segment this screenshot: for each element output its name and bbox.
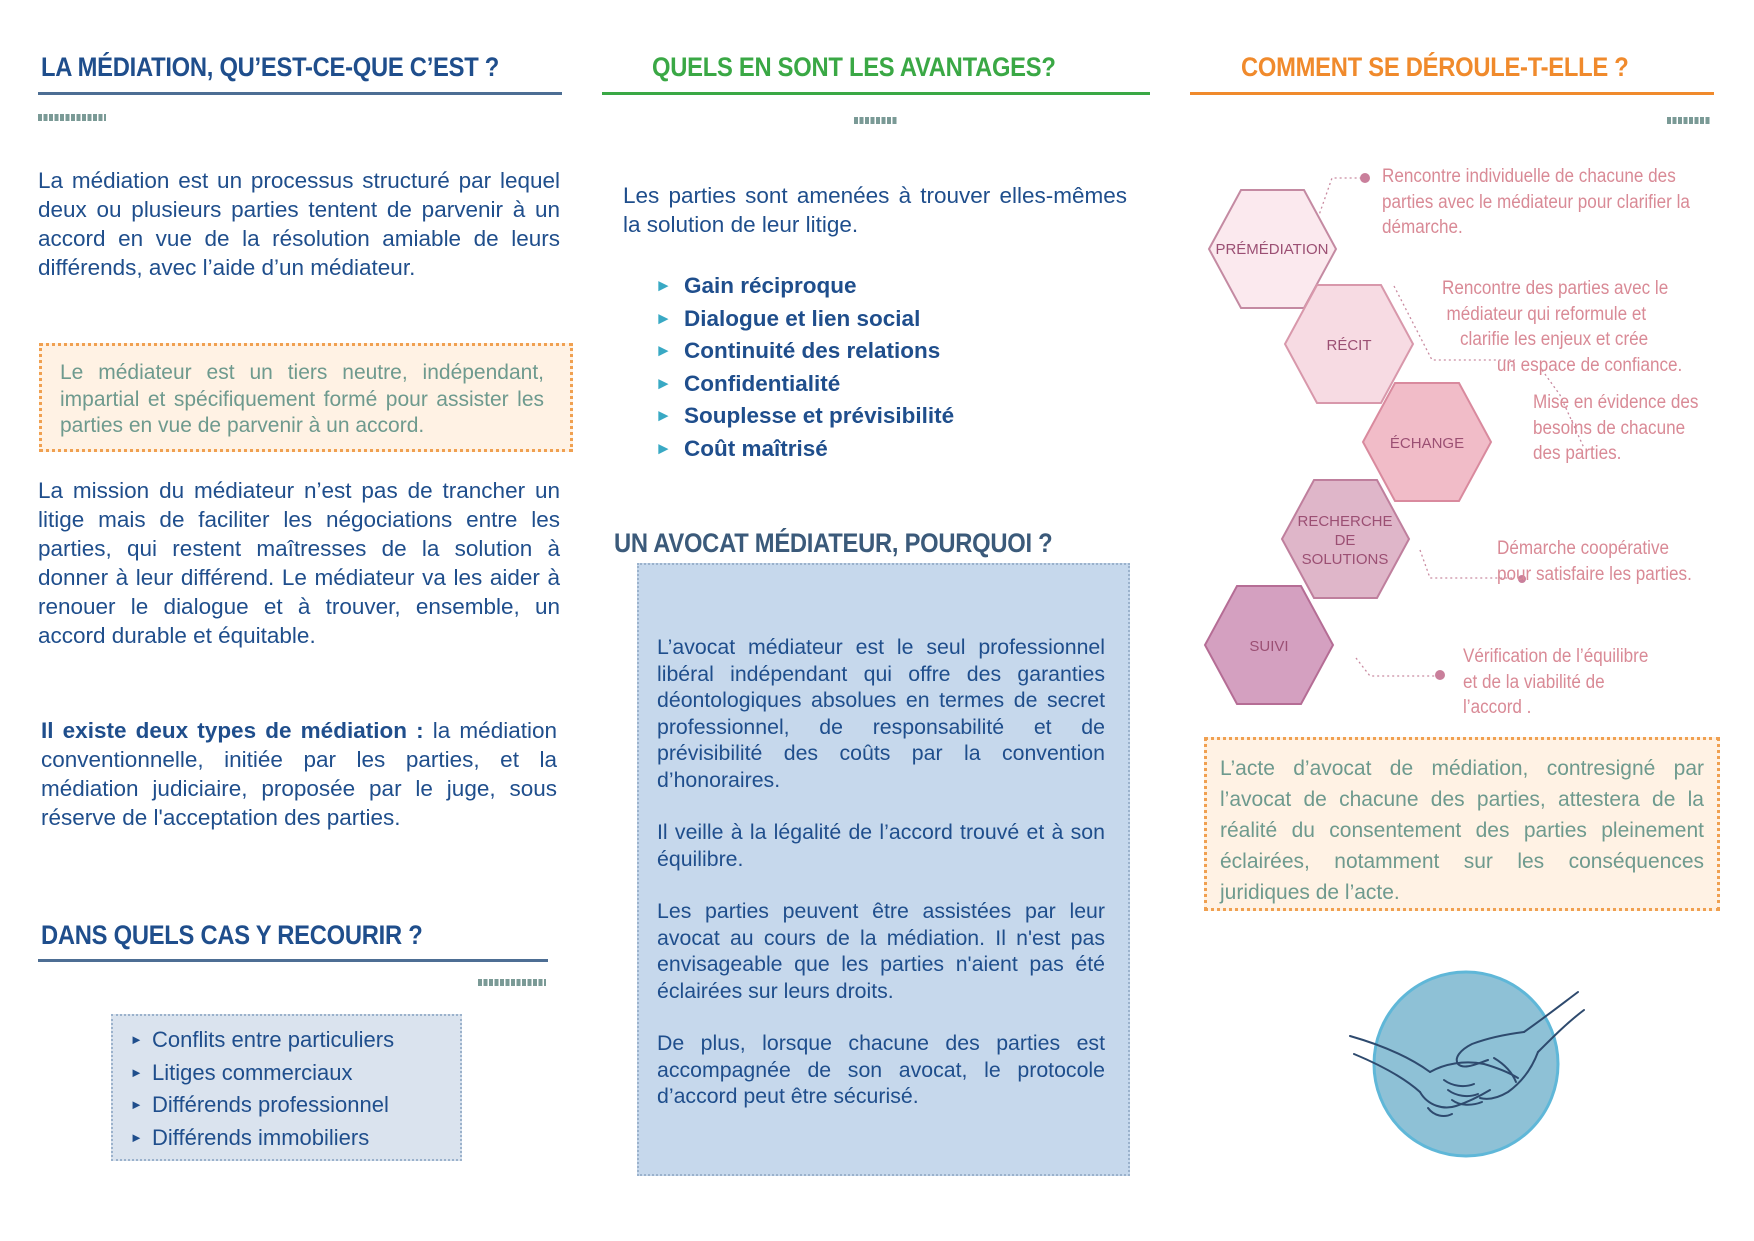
col2-title: QUELS EN SONT LES AVANTAGES? xyxy=(652,52,1056,82)
lawyer-title: UN AVOCAT MÉDIATEUR, POURQUOI ? xyxy=(614,528,1053,558)
lawyer-p3: Les parties peuvent être assistées par leur avocat au cours de la médiation. Il n'est pas envisageable que les parties n'aient pas été éclairées sur leurs droits. xyxy=(657,899,1105,1003)
case-item: ► Différends professionnel xyxy=(112,1089,452,1122)
col1-types-text: la médiation conventionnelle, initiée par les parties, et la médiation judiciaire, proposée par le juge, sous réserve de l'acceptation des parties. xyxy=(41,718,557,830)
col3-note: L’acte d’avocat de médiation, contresigné par l’avocat de chacune des parties, attestera de la réalité du consentement des parties pleinement éclairées, notamment sur les conséquences juridiques de l’acte. xyxy=(1220,757,1704,904)
col3-title-rule xyxy=(1190,92,1714,95)
col2-dots xyxy=(854,117,898,124)
col3-title: COMMENT SE DÉROULE-T-ELLE ? xyxy=(1241,52,1629,82)
advantage-item: ► Gain réciproque xyxy=(655,270,1075,303)
advantage-item: ► Continuité des relations xyxy=(655,335,1075,368)
triangle-bullet-icon: ► xyxy=(655,406,672,425)
col1-title-rule xyxy=(38,92,562,95)
hex-echange-label: ÉCHANGE xyxy=(1389,435,1465,452)
triangle-bullet-icon: ► xyxy=(130,1129,143,1145)
step-premediation-desc: Rencontre individuelle de chacune des parties avec le médiateur pour clarifier la démarche. xyxy=(1382,166,1690,238)
col1-intro: La médiation est un processus structuré par lequel deux ou plusieurs parties tentent de parvenir à un accord en vue de la résolution amiable de leurs différends, avec l’aide d’un médiateur. xyxy=(38,168,560,280)
step-echange-desc: Mise en évidence des besoins de chacune des parties. xyxy=(1533,392,1699,464)
advantage-item: ► Souplesse et prévisibilité xyxy=(655,400,1075,433)
triangle-bullet-icon: ► xyxy=(655,438,672,458)
advantage-item: ► Dialogue et lien social xyxy=(655,303,1075,336)
col1-title: LA MÉDIATION, QU’EST-CE-QUE C’EST ? xyxy=(41,52,500,82)
step-suivi-desc: Vérification de l’équilibre et de la viabilité de l’accord . xyxy=(1463,646,1649,718)
triangle-bullet-icon: ► xyxy=(130,1032,143,1047)
cases-title-rule xyxy=(38,959,548,962)
col1-types xyxy=(41,716,557,832)
col1-note: Le médiateur est un tiers neutre, indépendant, impartial et spécifiquement formé pour assister les parties en vue de parvenir à un accord. xyxy=(60,361,544,437)
triangle-bullet-icon: ► xyxy=(655,276,672,295)
advantages-list xyxy=(655,270,1075,465)
hex-recherche-label-3: SOLUTIONS xyxy=(1301,551,1389,568)
step-recherche-desc: Démarche coopérative pour satisfaire les parties. xyxy=(1497,538,1692,585)
col3-dots xyxy=(1667,117,1711,124)
lawyer-text xyxy=(657,634,1105,1110)
triangle-bullet-icon: ► xyxy=(655,373,672,393)
case-item: ► Différends immobiliers xyxy=(112,1122,452,1155)
col1-types-bold: Il existe deux types de médiation : xyxy=(41,718,424,743)
lawyer-p1: L’avocat médiateur est le seul professionnel libéral indépendant qui offre des garanties déontologiques absolues en termes de secret professionnel, de responsabilité et de prévisibilité des coûts par la convention d’honoraires. xyxy=(657,635,1105,792)
advantage-item: ► Coût maîtrisé xyxy=(655,433,1075,466)
case-item: ► Conflits entre particuliers xyxy=(112,1024,452,1057)
triangle-bullet-icon: ► xyxy=(655,308,672,328)
cases-list xyxy=(112,1024,452,1154)
cases-title: DANS QUELS CAS Y RECOURIR ? xyxy=(41,920,423,950)
lawyer-p4: De plus, lorsque chacune des parties est accompagnée de son avocat, le protocole d’accord peut être sécurisé. xyxy=(657,1031,1105,1108)
advantage-item: ► Confidentialité xyxy=(655,368,1075,401)
triangle-bullet-icon: ► xyxy=(655,341,672,360)
case-item: ► Litiges commerciaux xyxy=(112,1057,452,1090)
hex-recherche-label-1: RECHERCHE xyxy=(1297,513,1393,530)
triangle-bullet-icon: ► xyxy=(130,1064,143,1080)
col2-title-rule xyxy=(602,92,1150,95)
col2-intro: Les parties sont amenées à trouver elles-mêmes la solution de leur litige. xyxy=(623,183,1127,237)
hex-recherche-label-2: DE xyxy=(1334,532,1356,549)
hex-suivi-label: SUIVI xyxy=(1249,638,1289,655)
cases-dots xyxy=(478,979,546,986)
triangle-bullet-icon: ► xyxy=(130,1097,143,1112)
hex-premediation-label: PRÉMÉDIATION xyxy=(1215,241,1329,258)
hex-recit-label: RÉCIT xyxy=(1326,337,1372,354)
step-recit-desc: Rencontre des parties avec le médiateur qui reformule et clarifie les enjeux et crée un espace de confiance. xyxy=(1442,278,1683,376)
handshake-icon xyxy=(1348,960,1588,1160)
lawyer-p2: Il veille à la légalité de l’accord trouvé et à son équilibre. xyxy=(657,820,1105,871)
col1-dots xyxy=(38,114,106,121)
col1-mission: La mission du médiateur n’est pas de trancher un litige mais de faciliter les négociations entre les parties, qui restent maîtresses de la solution à donner à leur différend. Le médiateur va les aider à renouer le dialogue et à trouver, ensemble, un accord durable et équitable. xyxy=(38,478,560,648)
